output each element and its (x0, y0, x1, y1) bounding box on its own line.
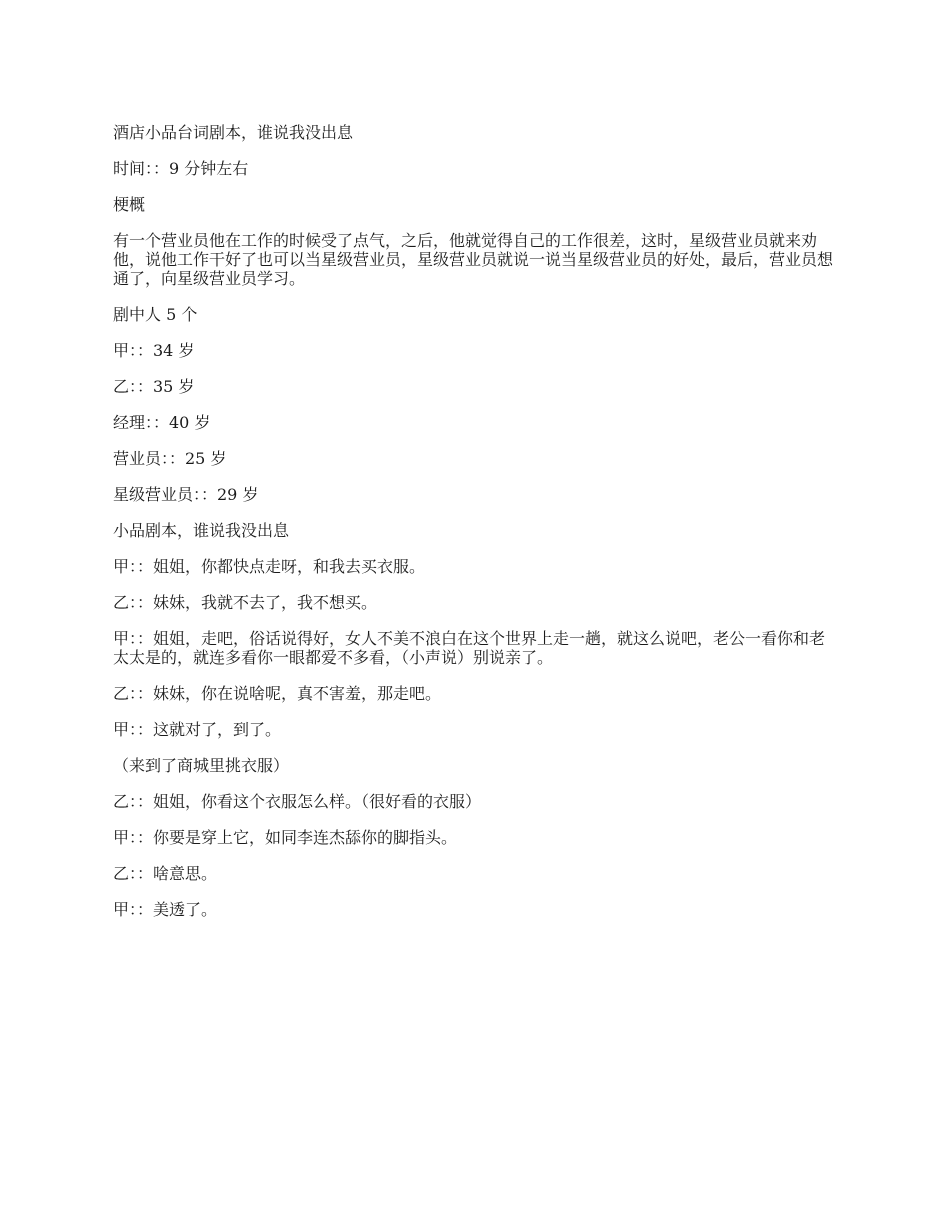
dialogue-line: 甲：：美透了。 (113, 900, 218, 919)
dialogue-line: 乙：：妹妹，我就不去了，我不想买。 (113, 593, 378, 612)
dialogue-line: 乙：：啥意思。 (113, 864, 218, 883)
dialogue-line: 甲：：姐姐，走吧，俗话说得好，女人不美不浪白在这个世界上走一趟，就这么说吧，老公一看你和老太太是的，就连多看你一眼都爱不多看，（小声说）别说亲了。 (113, 629, 826, 667)
dialogue-line: 乙：：姐姐，你看这个衣服怎么样。（很好看的衣服） (113, 792, 482, 811)
stage-direction: （来到了商城里挑衣服） (113, 756, 290, 775)
cast-item: 营业员：：25 岁 (113, 449, 227, 468)
synopsis-heading: 梗概 (113, 195, 146, 214)
cast-heading: 剧中人 5 个 (113, 305, 198, 324)
dialogue-line: 甲：：你要是穿上它，如同李连杰舔你的脚指头。 (113, 828, 458, 847)
cast-item: 甲：：34 岁 (113, 341, 195, 360)
document-page (113, 123, 840, 936)
script-heading: 小品剧本，谁说我没出息 (113, 521, 290, 540)
dialogue-line: 甲：：这就对了，到了。 (113, 720, 282, 739)
duration-line: 时间：：9 分钟左右 (113, 159, 249, 178)
dialogue-line: 甲：：姐姐，你都快点走呀，和我去买衣服。 (113, 557, 426, 576)
document-title: 酒店小品台词剧本，谁说我没出息 (113, 123, 354, 142)
synopsis-paragraph: 有一个营业员他在工作的时候受了点气，之后，他就觉得自己的工作很差，这时，星级营业员就来劝他，说他工作干好了也可以当星级营业员，星级营业员就说一说当星级营业员的好处，最后，营业员想通了，向星级营业员学习。 (113, 231, 834, 288)
cast-item: 星级营业员：：29 岁 (113, 485, 259, 504)
cast-item: 经理：：40 岁 (113, 413, 211, 432)
dialogue-line: 乙：：妹妹，你在说啥呢，真不害羞，那走吧。 (113, 684, 442, 703)
cast-item: 乙：：35 岁 (113, 377, 195, 396)
